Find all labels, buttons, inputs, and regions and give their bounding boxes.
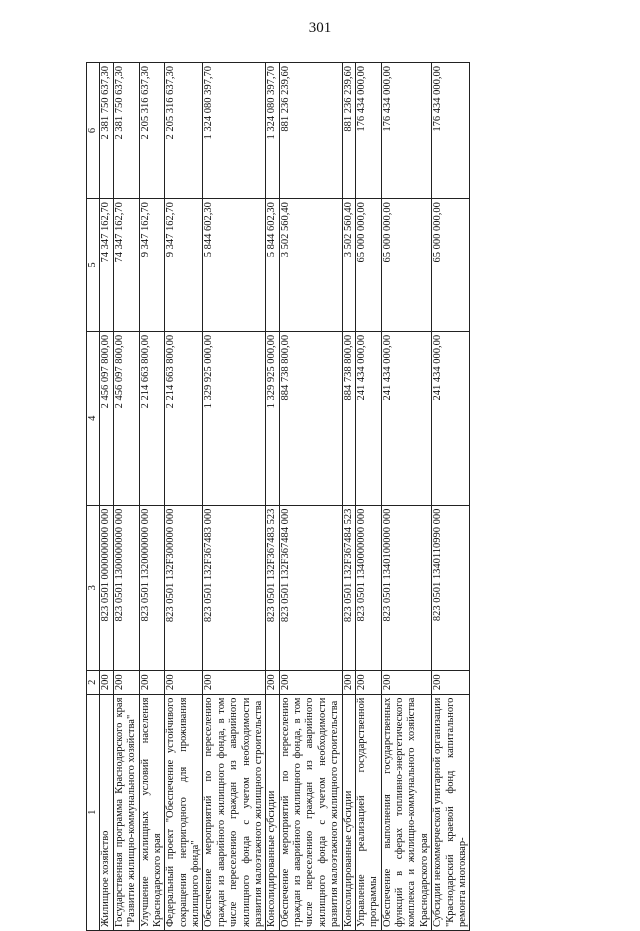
row-cell: 2 456 097 800,00 <box>113 331 139 505</box>
header-cell: 1 <box>87 694 100 930</box>
row-cell: 1 324 080 397,70 <box>266 63 279 199</box>
row-cell: 823 0501 1340100000 000 <box>381 505 432 670</box>
row-cell: 241 434 000,00 <box>355 331 381 505</box>
row-cell: 823 0501 132F367484 523 <box>342 505 355 670</box>
row-cell: 65 000 000,00 <box>432 199 470 332</box>
row-cell: 2 381 750 637,30 <box>113 63 139 199</box>
row-cell: 241 434 000,00 <box>381 331 432 505</box>
header-cell: 4 <box>87 331 100 505</box>
header-cell: 6 <box>87 63 100 199</box>
row-cell: 884 738 800,00 <box>279 331 342 505</box>
table-row <box>165 63 203 931</box>
row-cell: 176 434 000,00 <box>355 63 381 199</box>
row-cell: 65 000 000,00 <box>381 199 432 332</box>
row-label: Консолидированные субсидии <box>266 694 279 930</box>
table-row <box>432 63 470 931</box>
row-label: Обеспечение мероприятий по переселению граждан из аварийного жилищного фонда, в том числе переселению граждан из аварийного жилищного фонда с учетом необходимости развития малоэтажного жилищного строительства <box>279 694 342 930</box>
row-cell: 823 0501 132F367483 000 <box>203 505 266 670</box>
row-cell: 2 456 097 800,00 <box>100 331 113 505</box>
row-cell: 2 205 316 637,30 <box>165 63 203 199</box>
row-cell: 200 <box>203 670 266 694</box>
row-cell: 200 <box>279 670 342 694</box>
page-number: 301 <box>308 20 332 36</box>
row-label: Федеральный проект "Обеспечение устойчивого сокращения непригодного для проживания жилищного фонда" <box>165 694 203 930</box>
row-cell: 200 <box>266 670 279 694</box>
table-row <box>139 63 165 931</box>
header-cell: 2 <box>87 670 100 694</box>
table-row <box>381 63 432 931</box>
row-label: Государственная программа Краснодарского края "Развитие жилищно-коммунального хозяйства" <box>113 694 139 930</box>
row-cell: 9 347 162,70 <box>139 199 165 332</box>
row-label: Улучшение жилищных условий населения Краснодарского края <box>139 694 165 930</box>
row-cell: 3 502 560,40 <box>342 199 355 332</box>
row-cell: 1 329 925 000,00 <box>266 331 279 505</box>
row-label: Жилищное хозяйство <box>100 694 113 930</box>
row-cell: 823 0501 1300000000 000 <box>113 505 139 670</box>
row-cell: 3 502 560,40 <box>279 199 342 332</box>
row-cell: 881 236 239,60 <box>342 63 355 199</box>
table-row <box>342 63 355 931</box>
row-cell: 884 738 800,00 <box>342 331 355 505</box>
table-row <box>355 63 381 931</box>
table-row <box>203 63 266 931</box>
row-cell: 823 0501 0000000000 000 <box>100 505 113 670</box>
table-row <box>266 63 279 931</box>
row-cell: 823 0501 1320000000 000 <box>139 505 165 670</box>
row-cell: 200 <box>139 670 165 694</box>
table-row <box>279 63 342 931</box>
row-cell: 200 <box>355 670 381 694</box>
header-cell: 5 <box>87 199 100 332</box>
row-cell: 823 0501 132F367483 523 <box>266 505 279 670</box>
row-label: Обеспечение выполнения государственных функций в сферах топливно-энергетического комплекса и жилищно-коммунального хозяйства Краснодарского края <box>381 694 432 930</box>
row-cell: 2 205 316 637,30 <box>139 63 165 199</box>
row-cell: 5 844 602,30 <box>203 199 266 332</box>
row-cell: 1 324 080 397,70 <box>203 63 266 199</box>
row-cell: 200 <box>100 670 113 694</box>
row-cell: 2 214 663 800,00 <box>139 331 165 505</box>
row-label: Обеспечение мероприятий по переселению граждан из аварийного жилищного фонда, в том числе переселению граждан из аварийного жилищного фонда с учетом необходимости развития малоэтажного жилищного строительства <box>203 694 266 930</box>
row-cell: 823 0501 1340110990 000 <box>432 505 470 670</box>
row-cell: 241 434 000,00 <box>432 331 470 505</box>
row-cell: 200 <box>113 670 139 694</box>
table-row <box>113 63 139 931</box>
row-cell: 74 347 162,70 <box>100 199 113 332</box>
budget-table <box>86 62 470 931</box>
header-cell: 3 <box>87 505 100 670</box>
row-label: Субсидии некоммерческой унитарной организации "Краснодарский краевой фонд капитального ремонта многоквар- <box>432 694 470 930</box>
table-frame <box>86 62 607 931</box>
row-label: Консолидированные субсидии <box>342 694 355 930</box>
row-cell: 823 0501 132F367484 000 <box>279 505 342 670</box>
row-cell: 5 844 602,30 <box>266 199 279 332</box>
row-cell: 9 347 162,70 <box>165 199 203 332</box>
row-cell: 200 <box>381 670 432 694</box>
row-cell: 881 236 239,60 <box>279 63 342 199</box>
header-row <box>87 63 100 931</box>
row-cell: 823 0501 132F300000 000 <box>165 505 203 670</box>
table-row <box>100 63 113 931</box>
row-cell: 176 434 000,00 <box>381 63 432 199</box>
row-cell: 2 381 750 637,30 <box>100 63 113 199</box>
row-cell: 74 347 162,70 <box>113 199 139 332</box>
row-cell: 176 434 000,00 <box>432 63 470 199</box>
row-cell: 65 000 000,00 <box>355 199 381 332</box>
row-label: Управление реализацией государственной программы <box>355 694 381 930</box>
row-cell: 200 <box>432 670 470 694</box>
row-cell: 2 214 663 800,00 <box>165 331 203 505</box>
row-cell: 200 <box>165 670 203 694</box>
row-cell: 823 0501 1340000000 000 <box>355 505 381 670</box>
row-cell: 200 <box>342 670 355 694</box>
row-cell: 1 329 925 000,00 <box>203 331 266 505</box>
